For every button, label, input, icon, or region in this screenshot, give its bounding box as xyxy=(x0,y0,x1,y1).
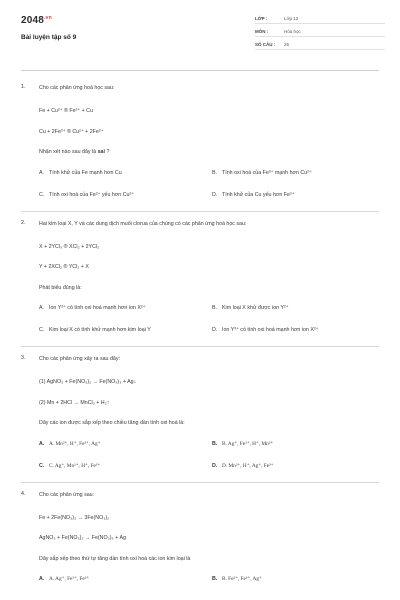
equation-line: (2) Mn + 2HCl → MnCl₂ + H₂↑ xyxy=(39,399,110,406)
question-3 xyxy=(21,355,379,483)
logo-suffix: .vn xyxy=(44,15,52,21)
meta-subject-label: MÔN : xyxy=(255,29,269,34)
question-prompt: Dãy sắp xếp theo thứ tự tăng dần tính oxi hoá các ion kim loại là xyxy=(39,555,191,562)
meta-subject xyxy=(255,27,385,37)
answer-option-d[interactable]: D. D. Mn²⁺, H⁺, Ag⁺, Fe³⁺ xyxy=(212,462,274,469)
question-4 xyxy=(21,491,379,584)
equation-line: Fe + Cu²⁺ ® Fe²⁺ + Cu xyxy=(39,108,93,114)
question-number: 3. xyxy=(21,355,26,361)
answer-option-a[interactable]: A. Ion Y²⁺ có tính oxi hoá mạnh hơn ion X²⁺ xyxy=(39,305,146,311)
answer-option-a[interactable]: A. A. Ag⁺, Fe³⁺, Fe²⁺ xyxy=(39,576,90,582)
equation-line: X + 2YCl₃ ® XCl₂ + 2YCl₂ xyxy=(39,243,100,250)
site-logo[interactable] xyxy=(21,15,52,26)
question-divider xyxy=(21,211,379,212)
questions-list xyxy=(21,84,379,595)
question-number: 4. xyxy=(21,490,26,497)
answer-option-b[interactable]: B. Tính oxi hoá của Fe³⁺ mạnh hơn Cu²⁺ xyxy=(212,169,312,176)
answer-option-c[interactable]: C. C. Ag⁺, Mn²⁺, H⁺, Fe³⁺ xyxy=(39,462,101,469)
header xyxy=(0,0,400,62)
question-text: Cho các phản ứng xảy ra sau đây: xyxy=(39,356,120,362)
answer-option-a[interactable]: A. A. Mn²⁺, H⁺, Fe³⁺, Ag⁺ xyxy=(39,440,101,447)
question-text: Hai kim loại X, Y và các dung dịch muối clorua của chúng có các phản ứng hoá học sau: xyxy=(39,220,247,227)
meta-subject-value: Hóa học xyxy=(284,29,301,34)
question-text: Cho các phản ứng hoá học sau: xyxy=(39,85,115,91)
meta-class xyxy=(255,14,385,24)
meta-count-label: SỐ CÂU : xyxy=(255,42,276,47)
question-prompt: Nhận xét nào sau đây là sai ? xyxy=(39,149,110,155)
equation-line: AgNO₃ + Fe(NO₃)₂ → Fe(NO₃)₃ + Ag xyxy=(39,535,126,541)
question-prompt: Phát biểu đúng là: xyxy=(39,284,82,291)
answer-option-d[interactable]: D. Tính khử của Cu yếu hơn Fe²⁺ xyxy=(212,191,295,198)
question-divider xyxy=(21,482,379,483)
meta-count xyxy=(255,40,385,50)
meta-class-label: LỚP : xyxy=(255,16,268,21)
answer-option-b[interactable]: B. Kim loại X khử được ion Y²⁺ xyxy=(212,305,289,311)
question-text: Cho các phản ứng sau: xyxy=(39,491,95,498)
answer-option-c[interactable]: C. Kim loại X có tính khử mạnh hơn kim loại Y xyxy=(39,327,151,333)
equation-line: (1) AgNO₃ + Fe(NO₃)₂ → Fe(NO₃)₃ + Ag↓ xyxy=(39,379,137,385)
equation-line: Cu + 2Fe³⁺ ® Cu²⁺ + 2Fe²⁺ xyxy=(39,128,104,135)
meta-count-value: 25 xyxy=(284,42,290,47)
meta-class-value: Lớp 12 xyxy=(284,16,299,21)
answer-option-b[interactable]: B. B. Fe²⁺, Fe³⁺, Ag⁺ xyxy=(212,576,262,582)
question-number: 2. xyxy=(21,219,26,226)
header-divider xyxy=(21,70,379,71)
question-number: 1. xyxy=(21,84,26,90)
question-divider xyxy=(21,346,379,347)
answer-option-a[interactable]: A. Tính khử của Fe mạnh hơn Cu xyxy=(39,169,122,176)
answer-option-c[interactable]: C. Tính oxi hoá của Fe²⁺ yếu hơn Cu²⁺ xyxy=(39,191,135,198)
logo-text: 2048 xyxy=(21,15,45,26)
question-2 xyxy=(21,220,379,348)
worksheet-title: Bài luyện tập số 9 xyxy=(21,34,77,41)
equation-line: Fe + 2Fe(NO₃)₃ → 3Fe(NO₃)₂ xyxy=(39,514,110,521)
question-1 xyxy=(21,84,379,212)
question-prompt: Dãy các ion được sắp xếp theo chiều tăng dần tính oxi hoá là: xyxy=(39,420,185,426)
answer-option-b[interactable]: B. B. Ag⁺, Fe³⁺, H⁺, Mn²⁺ xyxy=(212,440,274,447)
answer-option-d[interactable]: D. Ion Y³⁺ có tính oxi hoá mạnh hơn ion X²⁺ xyxy=(212,327,319,333)
equation-line: Y + 2XCl₂ ® YCl₂ + X xyxy=(39,264,89,270)
